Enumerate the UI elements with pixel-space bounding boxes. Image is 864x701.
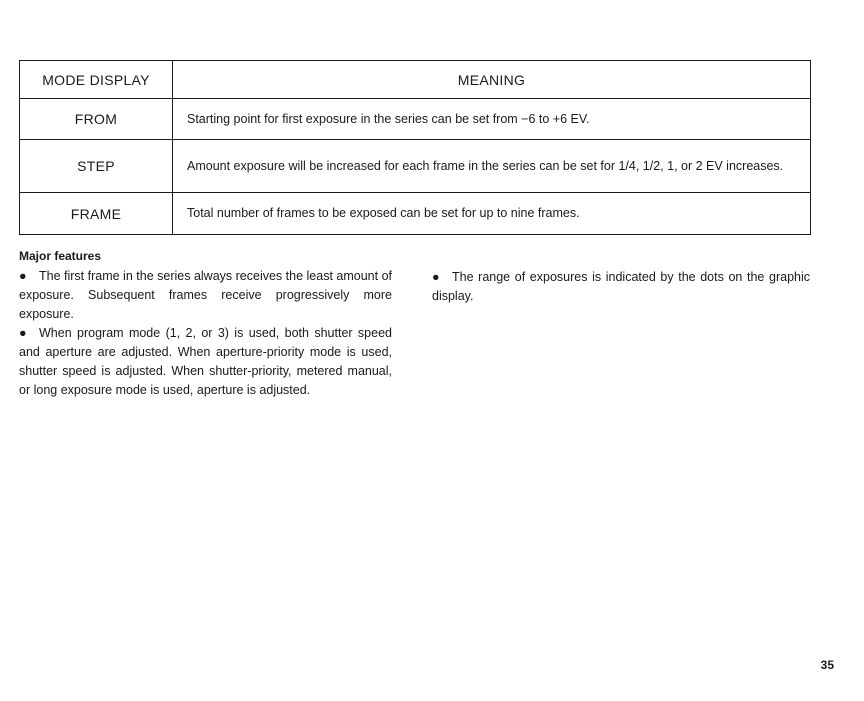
meaning-cell: Total number of frames to be exposed can be set for up to nine frames.	[173, 193, 811, 235]
feature-text: When program mode (1, 2, or 3) is used, both shutter speed and aperture are adjusted. When aperture-priority mode is used, shutter speed is adjusted. When shutter-priority, metered manual, or long exposure mode is used, aperture is adjusted.	[19, 326, 392, 397]
feature-paragraph	[19, 324, 392, 400]
mode-cell: FROM	[20, 99, 173, 140]
page-number: 35	[820, 658, 834, 672]
table-row-step	[20, 140, 811, 193]
feature-text: The range of exposures is indicated by the dots on the graphic display.	[432, 270, 810, 303]
table-header-row	[20, 61, 811, 99]
feature-paragraph	[19, 267, 392, 324]
mode-display-table	[19, 60, 811, 235]
mode-cell: FRAME	[20, 193, 173, 235]
features-right-column	[432, 268, 810, 306]
bullet-icon: ●	[19, 269, 27, 283]
bullet-icon: ●	[432, 270, 440, 284]
header-meaning: MEANING	[173, 61, 811, 99]
feature-text: The first frame in the series always receives the least amount of exposure. Subsequent frames receive progressively more exposure.	[19, 269, 392, 321]
meaning-cell: Amount exposure will be increased for each frame in the series can be set for 1/4, 1/2, 1, or 2 EV increases.	[173, 140, 811, 193]
major-features-heading: Major features	[19, 249, 102, 263]
meaning-cell: Starting point for first exposure in the series can be set from −6 to +6 EV.	[173, 99, 811, 140]
header-mode-display: MODE DISPLAY	[20, 61, 173, 99]
table-row-from	[20, 99, 811, 140]
features-left-column	[19, 267, 392, 400]
feature-paragraph	[432, 268, 810, 306]
table-row-frame	[20, 193, 811, 235]
mode-cell: STEP	[20, 140, 173, 193]
bullet-icon: ●	[19, 326, 27, 340]
